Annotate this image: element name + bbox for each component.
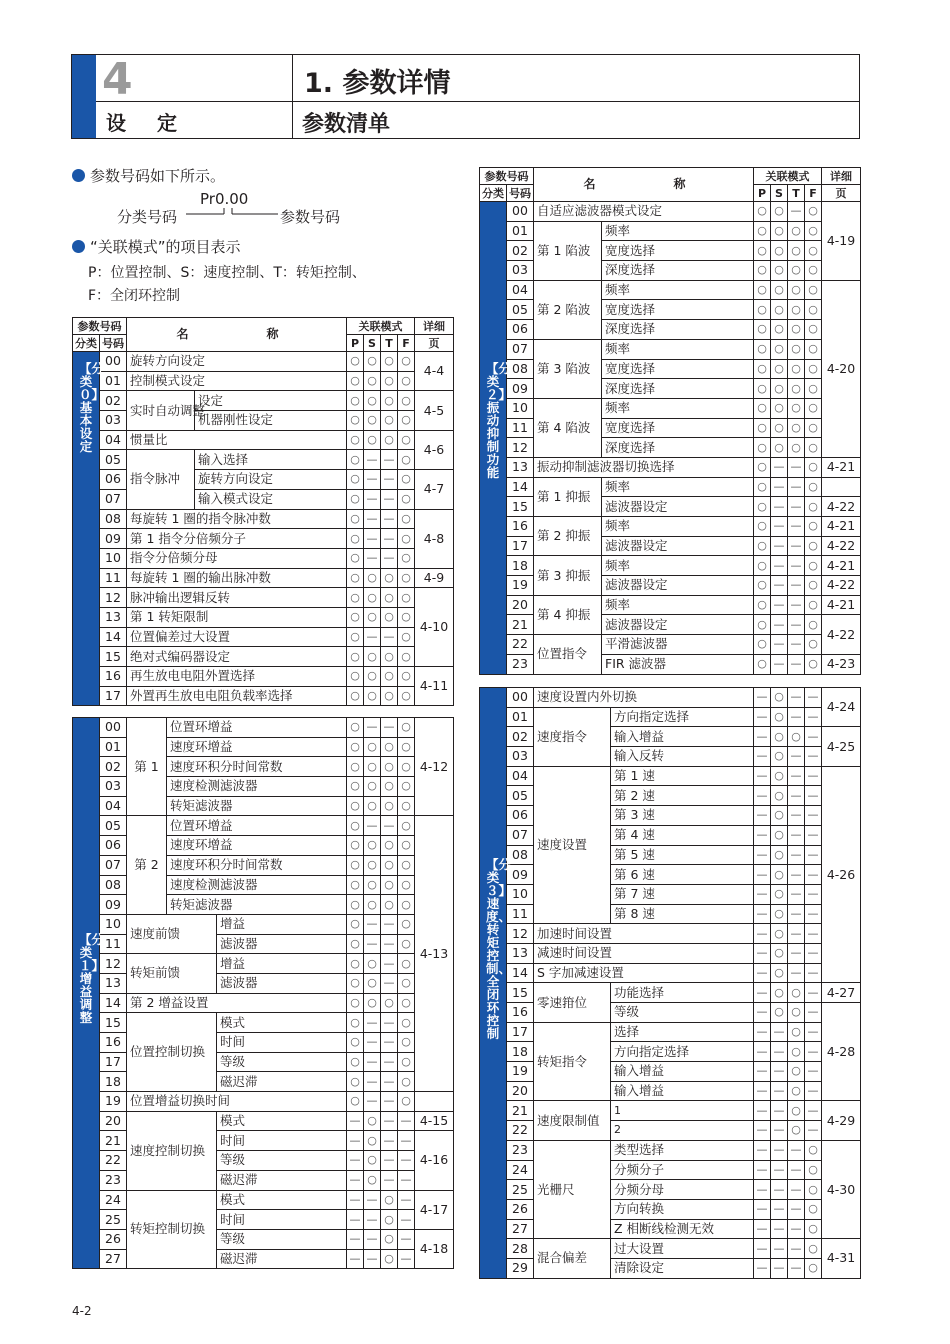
table-row: 【分类１】增益调整 00 第 1 位置环增益 ○ — — ○ 4-12	[73, 718, 454, 738]
class-1-label: 【分类１】增益调整	[73, 718, 100, 1269]
table-row: 21 时间 — ○ — — 4-16	[73, 1131, 454, 1151]
table-row: 11 每旋转 1 圈的输出脉冲数 ○ ○ ○ ○ 4-9	[73, 568, 454, 588]
table-row: 29 清除设定 — — — ○	[480, 1258, 861, 1278]
table-row: 02 速度环积分时间常数 ○ ○ ○ ○	[73, 757, 454, 777]
table-row: 07 输入模式设定 ○ — — ○	[73, 489, 454, 509]
table-row: 13 减速时间设置 — ○ — —	[480, 943, 861, 963]
table-row: 16 再生放电电阻外置选择 ○ ○ ○ ○ 4-11	[73, 667, 454, 687]
table-row: 19 滤波器设定 ○ — — ○ 4-22	[480, 576, 861, 596]
table-row: 14 第 2 增益设置 ○ ○ ○ ○	[73, 993, 454, 1013]
table-row: 【分类２】振动抑制功能 00 自适应滤波器模式设定 ○ ○ — ○ 4-19	[480, 202, 861, 222]
table-row: 03 速度检测滤波器 ○ ○ ○ ○	[73, 777, 454, 797]
table-row: 16 第 2 抑振 频率 ○ — — ○ 4-21	[480, 517, 861, 537]
table-row: 10 指令分倍频分母 ○ — — ○	[73, 548, 454, 568]
intro-bullet-2: “关联模式”的项目表示	[72, 236, 241, 257]
table-row: 06 第 3 速 — ○ — —	[480, 806, 861, 826]
table-row: 16 等级 — ○ ○ — 4-28	[480, 1003, 861, 1023]
table-row: 01 速度环增益 ○ ○ ○ ○	[73, 737, 454, 757]
table-row: 14 S 字加减速设置 — ○ — —	[480, 963, 861, 983]
bullet-dot-icon	[72, 169, 85, 182]
table-row: 08 第 5 速 — ○ — —	[480, 845, 861, 865]
bullet-dot-icon	[72, 240, 85, 253]
table-row: 05 宽度选择 ○ ○ ○ ○	[480, 300, 861, 320]
table-row: 13 第 1 转矩限制 ○ ○ ○ ○	[73, 607, 454, 627]
table-row: 05 第 2 位置环增益 ○ — — ○ 4-13	[73, 816, 454, 836]
class-3-label: 【分类３】速度、转矩控制、全闭环控制	[480, 688, 507, 1279]
chapter-color-bar	[72, 55, 96, 138]
table-row: 07 速度环积分时间常数 ○ ○ ○ ○	[73, 855, 454, 875]
class-0-label: 【分类０】基本设定	[73, 352, 100, 706]
table-row: 23 光栅尺 类型选择 — — — ○ 4-30	[480, 1140, 861, 1160]
param-table-class-2: 参数号码 名 称 关联模式 详细 分类 号码 P S T F 页 【分类２】振动抑制功能 00 自适应滤波器模式设定 ○ ○ — ○ 4-19 01 第 1 陷波 频率 ○ ○ ○ ○ 02 宽度选择 ○ ○ ○ ○ 03 深度选择 ○ ○ ○ ○ 04 第 2 陷波 频率 ○ ○ ○ ○ 4-20 05 宽度选择 ○ ○ ○ ○ 06 深度选择 ○ ○ ○ ○ 07 第 3 陷波 频率 ○ ○ ○ ○ 08 宽度选择 ○ ○ ○ ○ 09 深度选择 ○ ○ ○ ○ 10 第 4 陷波 频率 ○ ○ ○ ○ 11 宽度选择 ○ ○ ○ ○ 12 深度选择 ○ ○ ○ ○ 13 振动抑制滤波器切换选择 ○ — — ○ 4-21 14 第 1 抑振 频率 ○ — — ○ 15 滤波器设定 ○ — — ○ 4-22 16 第 2 抑振 频率 ○ — — ○ 4-21 17 滤波器设定 ○ — — ○ 4-22 18 第 3 抑振 频率 ○ — — ○ 4-21 19 滤波器设定 ○ — — ○ 4-22 20 第 4 抑振 频率 ○ — — ○ 4-21 21 滤波器设定 ○ — — ○ 4-22 22 位置指令 平滑滤波器 ○ — — ○ 23 FIR 滤波器 ○ — — ○ 4-23	[479, 167, 861, 675]
code-sample: Pr0.00	[200, 190, 249, 208]
table-row: 22 等级 — ○ — —	[73, 1151, 454, 1171]
table-row: 23 磁迟滞 — ○ — —	[73, 1170, 454, 1190]
table-row: 14 位置偏差过大设置 ○ — — ○	[73, 627, 454, 647]
table-row: 24 转矩控制切换 模式 — — ○ — 4-17	[73, 1190, 454, 1210]
table-row: 27 磁迟滞 — — ○ —	[73, 1249, 454, 1269]
page-title: 1. 参数详情	[304, 68, 451, 99]
table-row: 17 滤波器设定 ○ — — ○ 4-22	[480, 536, 861, 556]
table-row: 20 速度控制切换 模式 — ○ — — 4-15	[73, 1111, 454, 1131]
table-row: 15 绝对式编码器设定 ○ ○ ○ ○	[73, 647, 454, 667]
table-row: 09 深度选择 ○ ○ ○ ○	[480, 379, 861, 399]
table-row: 08 速度检测滤波器 ○ ○ ○ ○	[73, 875, 454, 895]
table-row: 17 外置再生放电电阻负载率选择 ○ ○ ○ ○	[73, 686, 454, 706]
table-row: 07 第 4 速 — ○ — —	[480, 825, 861, 845]
table-row: 19 输入增益 — — ○ —	[480, 1062, 861, 1082]
chapter-header	[71, 54, 860, 139]
table-row: 09 转矩滤波器 ○ ○ ○ ○	[73, 895, 454, 915]
intro-notes	[72, 160, 472, 310]
param-table-class-0: 参数号码 名 称 关联模式 详细 分类 号码 P S T F 页 【分类０】基本设定 00 旋转方向设定 ○ ○ ○ ○ 4-4 01 控制模式设定 ○ ○ ○ ○ 02 实时自动调整 设定 ○ ○ ○ ○ 4-5 03 机器刚性设定 ○ ○ ○ ○ 04 惯量比 ○ ○ ○ ○ 4-6 05 指令脉冲 输入选择 ○ — — ○ 06 旋转方向设定 ○ — — ○ 4-7 07 输入模式设定 ○ — — ○ 08 每旋转 1 圈的指令脉冲数 ○ — — ○ 4-8 09 第 1 指令分倍频分子 ○ — — ○ 10 指令分倍频分母 ○ — — ○ 11 每旋转 1 圈的输出脉冲数 ○ ○ ○ ○ 4-9 12 脉冲输出逻辑反转 ○ ○ ○ ○ 4-10 13 第 1 转矩限制 ○ ○ ○ ○ 14 位置偏差过大设置 ○ — — ○ 15 绝对式编码器设定 ○ ○ ○ ○ 16 再生放电电阻外置选择 ○ ○ ○ ○ 4-11 17 外置再生放电电阻负载率选择 ○ ○ ○ ○	[72, 317, 454, 706]
table-row: 16 时间 ○ — — ○	[73, 1033, 454, 1053]
chapter-number: 4	[102, 54, 133, 105]
table-row: 04 第 2 陷波 频率 ○ ○ ○ ○ 4-20	[480, 280, 861, 300]
table-row: 26 方向转换 — — — ○	[480, 1199, 861, 1219]
table-row: 10 第 4 陷波 频率 ○ ○ ○ ○	[480, 398, 861, 418]
table-row: 20 输入增益 — — ○ —	[480, 1081, 861, 1101]
mode-legend-line-1: P：位置控制、S：速度控制、T：转矩控制、	[88, 265, 366, 281]
table-row: 06 旋转方向设定 ○ — — ○ 4-7	[73, 470, 454, 490]
table-row: 12 转矩前馈 增益 ○ ○ — ○	[73, 954, 454, 974]
table-row: 01 第 1 陷波 频率 ○ ○ ○ ○	[480, 221, 861, 241]
table-row: 15 位置控制切换 模式 ○ — — ○	[73, 1013, 454, 1033]
table-row: 01 控制模式设定 ○ ○ ○ ○	[73, 371, 454, 391]
table-row: 11 宽度选择 ○ ○ ○ ○	[480, 418, 861, 438]
table-row: 05 第 2 速 — ○ — —	[480, 786, 861, 806]
table-row: 15 零速箝位 功能选择 — ○ ○ — 4-27	[480, 983, 861, 1003]
table-row: 21 滤波器设定 ○ — — ○ 4-22	[480, 615, 861, 635]
table-row: 08 每旋转 1 圈的指令脉冲数 ○ — — ○ 4-8	[73, 509, 454, 529]
table-row: 22 位置指令 平滑滤波器 ○ — — ○	[480, 635, 861, 655]
table-row: 25 分频分母 — — — ○	[480, 1180, 861, 1200]
table-row: 01 速度指令 方向指定选择 — ○ — —	[480, 707, 861, 727]
table-row: 11 滤波器 ○ — — ○	[73, 934, 454, 954]
table-row: 17 转矩指令 选择 — — ○ —	[480, 1022, 861, 1042]
table-row: 10 第 7 速 — ○ — —	[480, 884, 861, 904]
table-row: 19 位置增益切换时间 ○ — — ○	[73, 1092, 454, 1112]
table-row: 09 第 6 速 — ○ — —	[480, 865, 861, 885]
table-row: 09 第 1 指令分倍频分子 ○ — — ○	[73, 529, 454, 549]
table-row: 02 宽度选择 ○ ○ ○ ○	[480, 241, 861, 261]
table-row: 15 滤波器设定 ○ — — ○ 4-22	[480, 497, 861, 517]
table-row: 11 第 8 速 — ○ — —	[480, 904, 861, 924]
table-row: 14 第 1 抑振 频率 ○ — — ○	[480, 477, 861, 497]
intro-bullet-1: 参数号码如下所示。	[72, 165, 225, 186]
table-row: 08 宽度选择 ○ ○ ○ ○	[480, 359, 861, 379]
class-number-label: 分类号码	[117, 208, 178, 226]
table-row: 23 FIR 滤波器 ○ — — ○ 4-23	[480, 654, 861, 674]
table-row: 27 Z 相断线检测无效 — — — ○	[480, 1219, 861, 1239]
param-number-label: 参数号码	[280, 208, 341, 226]
table-row: 05 指令脉冲 输入选择 ○ — — ○	[73, 450, 454, 470]
table-row: 【分类０】基本设定 00 旋转方向设定 ○ ○ ○ ○ 4-4	[73, 352, 454, 372]
table-row: 22 2 — — ○ —	[480, 1121, 861, 1141]
table-row: 03 输入反转 — ○ — —	[480, 747, 861, 767]
table-row: 02 实时自动调整 设定 ○ ○ ○ ○ 4-5	[73, 391, 454, 411]
table-row: 04 速度设置 第 1 速 — ○ — — 4-26	[480, 766, 861, 786]
class-2-label: 【分类２】振动抑制功能	[480, 202, 507, 675]
table-row: 13 振动抑制滤波器切换选择 ○ — — ○ 4-21	[480, 457, 861, 477]
table-row: 28 混合偏差 过大设置 — — — ○ 4-31	[480, 1239, 861, 1259]
table-row: 26 等级 — — ○ — 4-18	[73, 1229, 454, 1249]
table-row: 20 第 4 抑振 频率 ○ — — ○ 4-21	[480, 595, 861, 615]
table-row: 17 等级 ○ — — ○	[73, 1052, 454, 1072]
table-row: 18 第 3 抑振 频率 ○ — — ○ 4-21	[480, 556, 861, 576]
table-row: 12 深度选择 ○ ○ ○ ○	[480, 438, 861, 458]
page-subtitle: 参数清单	[302, 112, 391, 137]
table-row: 21 速度限制值 1 — — ○ — 4-29	[480, 1101, 861, 1121]
table-row: 02 输入增益 — ○ ○ — 4-25	[480, 727, 861, 747]
page-number: 4-2	[72, 1304, 92, 1318]
table-row: 06 深度选择 ○ ○ ○ ○	[480, 320, 861, 340]
param-table-class-3	[479, 687, 861, 1279]
table-row: 04 转矩滤波器 ○ ○ ○ ○	[73, 796, 454, 816]
table-row: 03 深度选择 ○ ○ ○ ○	[480, 261, 861, 281]
table-row: 07 第 3 陷波 频率 ○ ○ ○ ○	[480, 339, 861, 359]
code-bracket-diagram	[186, 204, 282, 220]
table-row: 18 磁迟滞 ○ — — ○	[73, 1072, 454, 1092]
table-row: 06 速度环增益 ○ ○ ○ ○	[73, 836, 454, 856]
table-row: 【分类３】速度、转矩控制、全闭环控制 00 速度设置内外切换 — ○ — — 4-24	[480, 688, 861, 708]
table-row: 04 惯量比 ○ ○ ○ ○ 4-6	[73, 430, 454, 450]
param-table-class-1	[72, 717, 454, 1269]
table-row: 18 方向指定选择 — — ○ —	[480, 1042, 861, 1062]
table-row: 25 时间 — — ○ —	[73, 1210, 454, 1230]
table-row: 13 滤波器 ○ ○ — ○	[73, 973, 454, 993]
table-row: 12 脉冲输出逻辑反转 ○ ○ ○ ○ 4-10	[73, 588, 454, 608]
table-row: 10 速度前馈 增益 ○ — — ○	[73, 914, 454, 934]
table-row: 12 加速时间设置 — ○ — —	[480, 924, 861, 944]
mode-legend-line-2: F：全闭环控制	[88, 288, 181, 304]
chapter-name: 设 定	[106, 111, 189, 135]
table-row: 24 分频分子 — — — ○	[480, 1160, 861, 1180]
table-row: 03 机器刚性设定 ○ ○ ○ ○	[73, 411, 454, 431]
